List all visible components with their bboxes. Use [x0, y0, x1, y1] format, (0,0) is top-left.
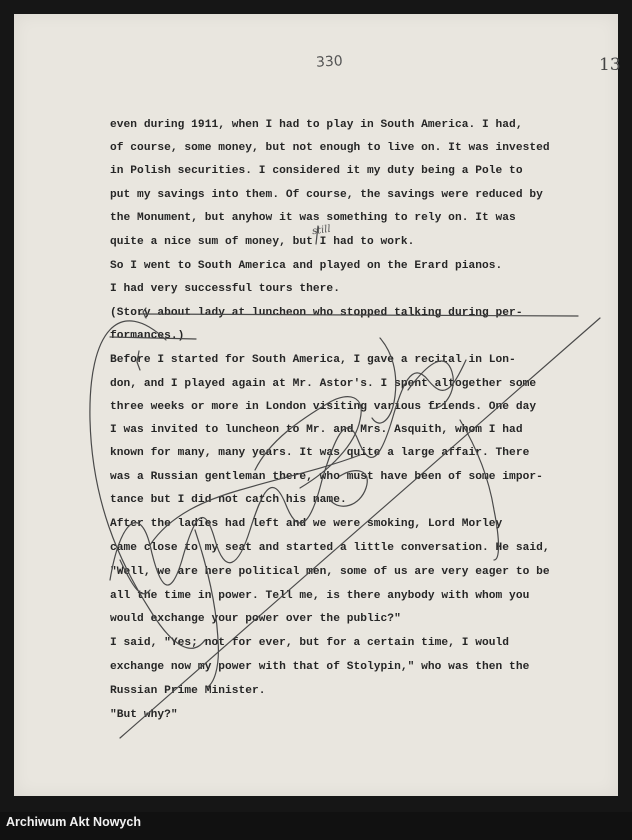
text-line: would exchange your power over the public?" — [110, 613, 401, 625]
text-line: So I went to South America and played on the Erard pianos. — [110, 260, 503, 272]
text-line: the Monument, but anyhow it was something to rely on. It was — [110, 212, 516, 224]
text-line: all the time in power. Tell me, is there anybody with whom you — [110, 590, 530, 602]
text-line: put my savings into them. Of course, the savings were reduced by — [110, 189, 543, 201]
text-line: three weeks or more in London visiting various friends. One day — [110, 401, 537, 413]
text-line: even during 1911, when I had to play in South America. I had, — [110, 119, 523, 131]
page-number: 330 — [315, 53, 344, 71]
text-line: (Story about lady at luncheon who stopped talking during per- — [110, 307, 523, 319]
text-line: "Well, we are here political men, some of us are very eager to be — [110, 566, 550, 578]
folio-number: 13 — [599, 55, 621, 75]
text-line: in Polish securities. I considered it my duty being a Pole to — [110, 165, 523, 177]
archive-watermark: Archiwum Akt Nowych — [6, 815, 141, 829]
text-line: was a Russian gentleman there, who must have been of some impor- — [110, 471, 543, 483]
text-line: came close to my seat and started a little conversation. He said, — [110, 542, 550, 554]
text-line: Before I started for South America, I gave a recital in Lon- — [110, 354, 516, 366]
text-line: I had very successful tours there. — [110, 283, 340, 295]
text-line: After the ladies had left and we were smoking, Lord Morley — [110, 518, 503, 530]
footer-bar — [0, 812, 632, 840]
text-line: exchange now my power with that of Stolypin," who was then the — [110, 661, 530, 673]
text-line: I was invited to luncheon to Mr. and Mrs. Asquith, whom I had — [110, 424, 523, 436]
text-line: don, and I played again at Mr. Astor's. I spent altogether some — [110, 378, 537, 390]
text-line: known for many, many years. It was quite a large affair. There — [110, 447, 530, 459]
text-line: Russian Prime Minister. — [110, 685, 266, 697]
text-line: I said, "Yes; not for ever, but for a certain time, I would — [110, 637, 510, 649]
text-line: "But why?" — [110, 709, 178, 721]
text-line: tance but I did not catch his name. — [110, 494, 347, 506]
text-line: formances.) — [110, 330, 185, 342]
text-line: of course, some money, but not enough to live on. It was invested — [110, 142, 550, 154]
text-line: quite a nice sum of money, but I had to work. — [110, 236, 415, 248]
handwritten-insertion: still — [311, 223, 332, 238]
